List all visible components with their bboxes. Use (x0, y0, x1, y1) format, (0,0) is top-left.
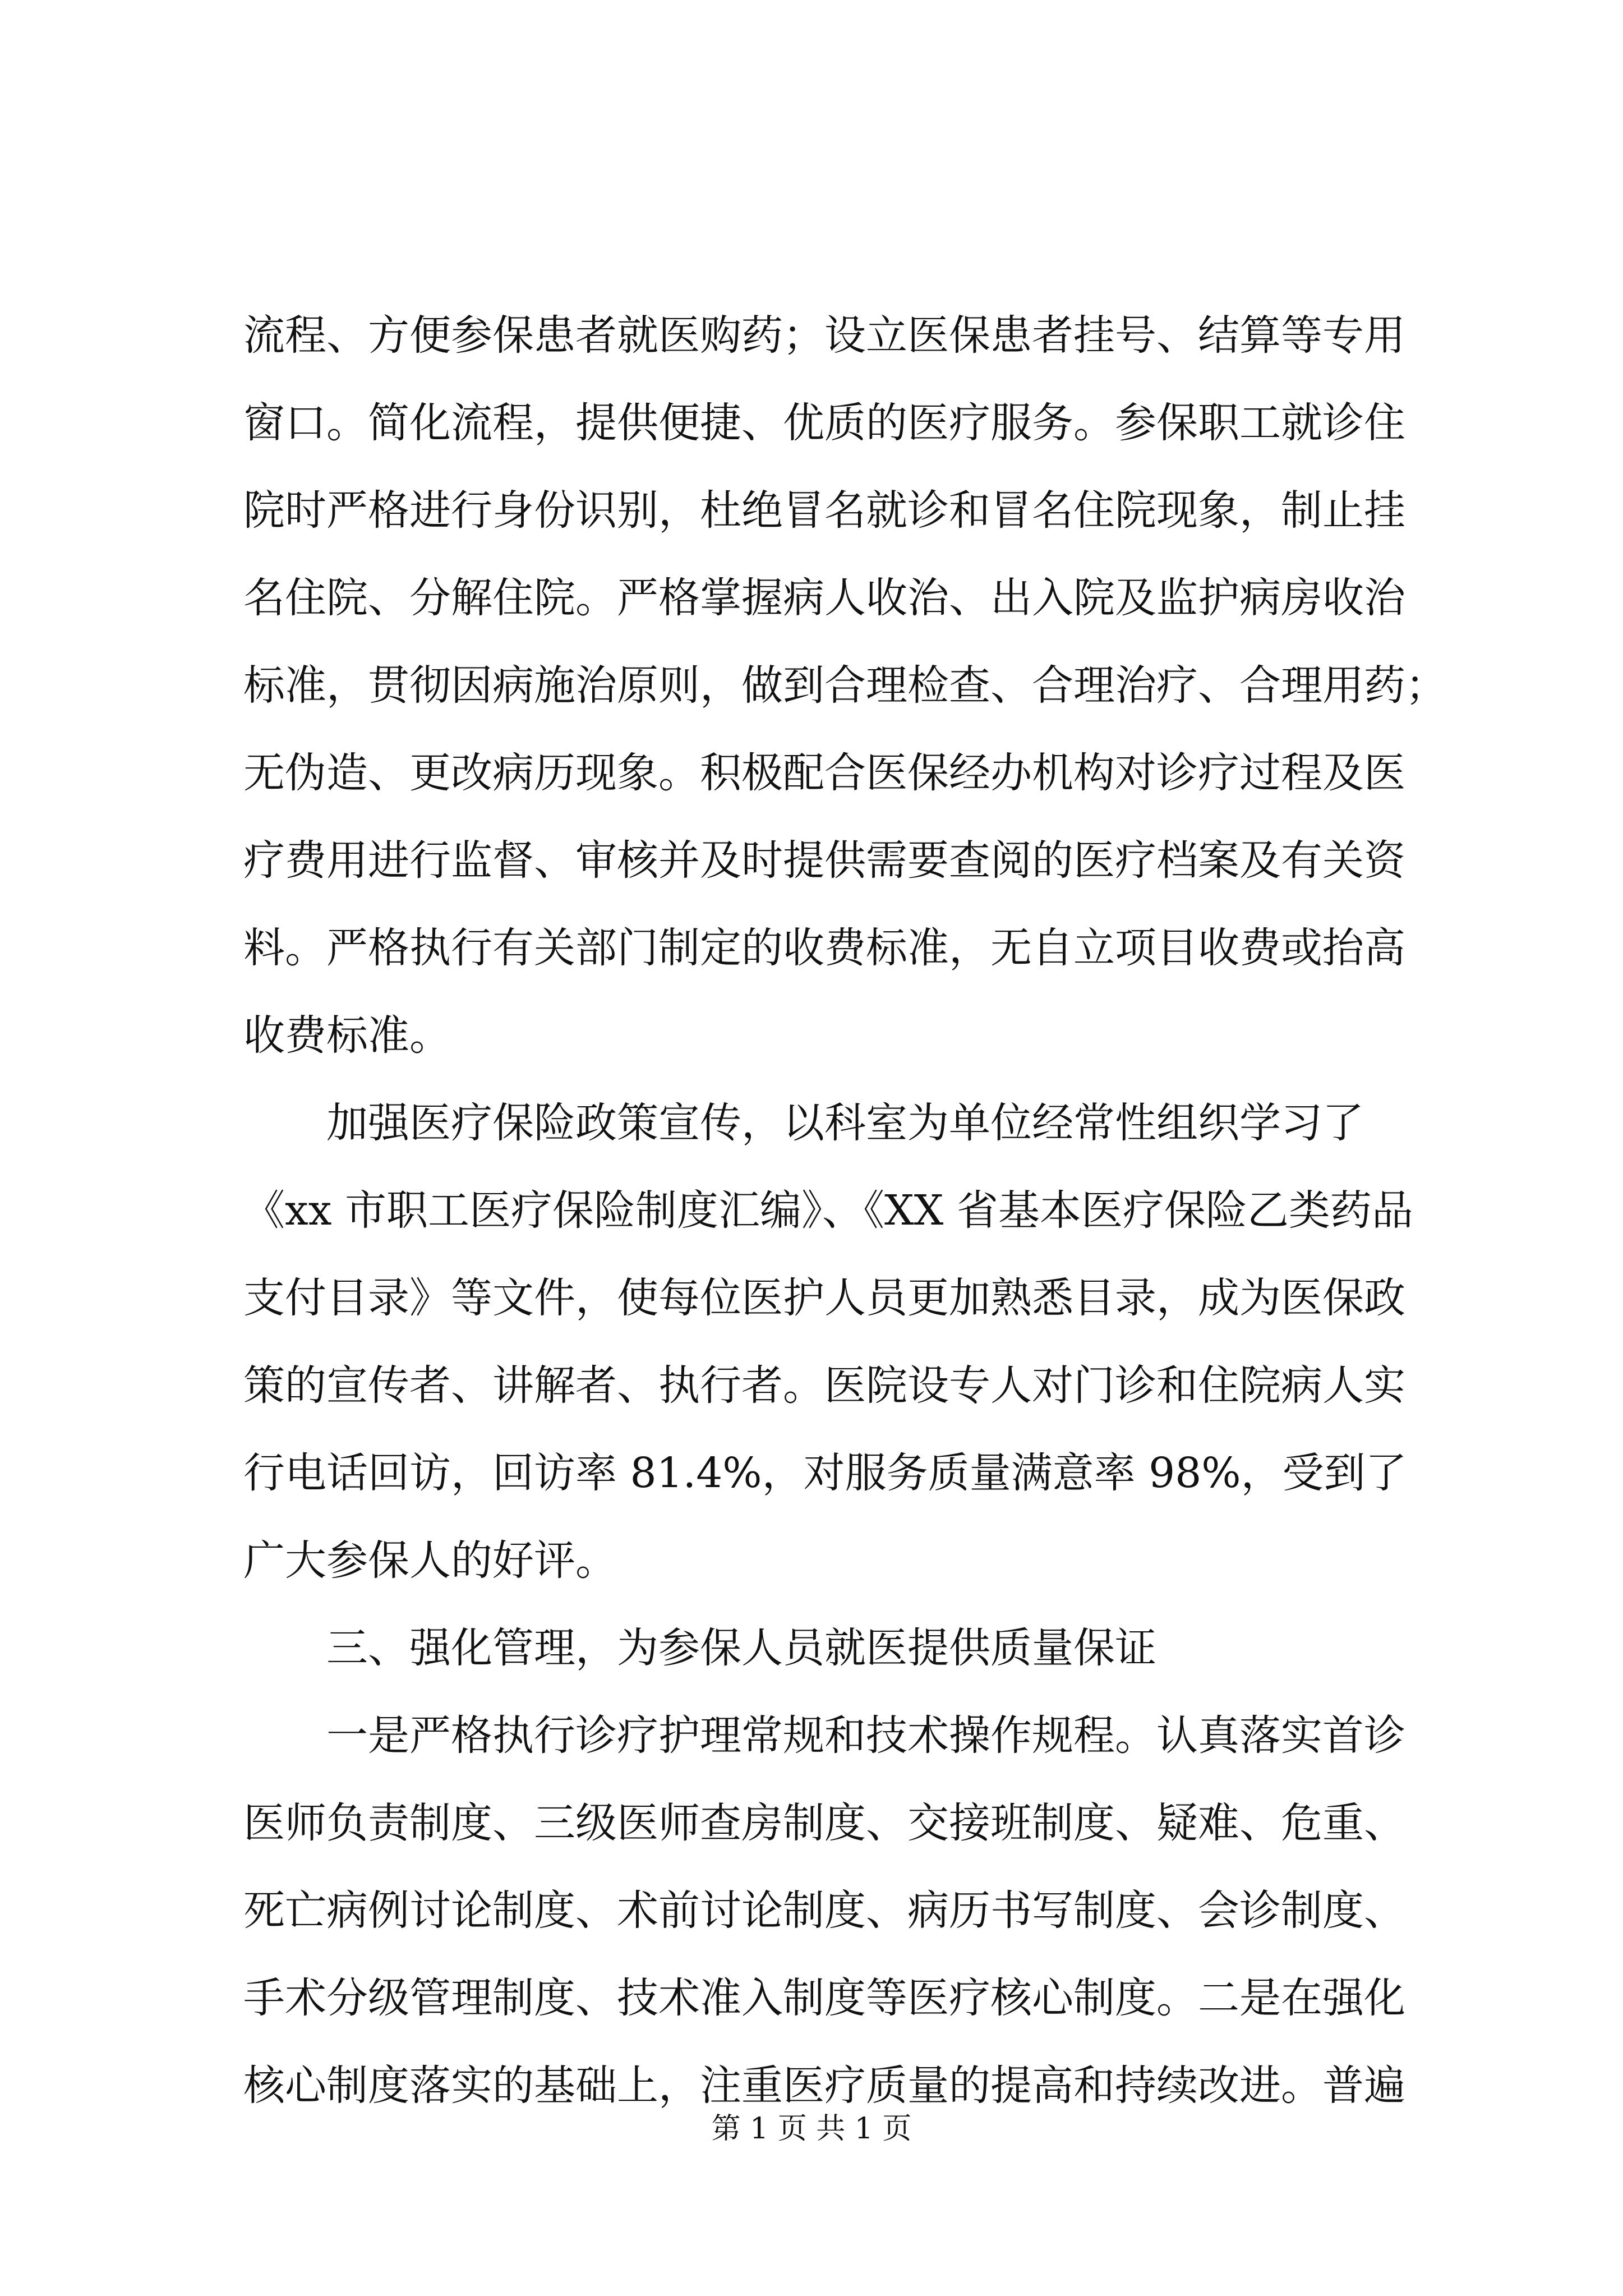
text-line: 医师负责制度、三级医师查房制度、交接班制度、疑难、危重、 (243, 1799, 1405, 1847)
section-heading: 三、强化管理，为参保人员就医提供质量保证 (326, 1624, 1156, 1672)
text-line: 策的宣传者、讲解者、执行者。医院设专人对门诊和住院病人实 (243, 1361, 1405, 1410)
text-line: 流程、方便参保患者就医购药；设立医保患者挂号、结算等专用 (243, 311, 1405, 360)
text-line: 广大参保人的好评。 (243, 1536, 617, 1585)
paragraph-start-line: 一是严格执行诊疗护理常规和技术操作规程。认真落实首诊 (326, 1711, 1405, 1760)
page-footer: 第 1 页 共 1 页 (711, 2112, 912, 2146)
text-line: 《xx 市职工医疗保险制度汇编》、《XX 省基本医疗保险乙类药品 (243, 1186, 1413, 1235)
text-line: 死亡病例讨论制度、术前讨论制度、病历书写制度、会诊制度、 (243, 1887, 1405, 1935)
text-line: 核心制度落实的基础上，注重医疗质量的提高和持续改进。普遍 (243, 2062, 1405, 2110)
text-line: 支付目录》等文件，使每位医护人员更加熟悉目录，成为医保政 (243, 1274, 1405, 1322)
text-line: 院时严格进行身份识别，杜绝冒名就诊和冒名住院现象，制止挂 (243, 486, 1405, 535)
paragraph-start-line: 加强医疗保险政策宣传，以科室为单位经常性组织学习了 (326, 1099, 1364, 1147)
text-line: 手术分级管理制度、技术准入制度等医疗核心制度。二是在强化 (243, 1974, 1405, 2022)
text-line: 名住院、分解住院。严格掌握病人收治、出入院及监护病房收治 (243, 574, 1405, 622)
text-line: 行电话回访，回访率 81.4%，对服务质量满意率 98%，受到了 (243, 1449, 1407, 1497)
text-line: 疗费用进行监督、审核并及时提供需要查阅的医疗档案及有关资 (243, 836, 1405, 885)
text-line: 标准，贯彻因病施治原则，做到合理检查、合理治疗、合理用药； (243, 661, 1447, 710)
body-text (243, 292, 1447, 2129)
text-line: 收费标准。 (243, 1011, 451, 1060)
text-line: 料。严格执行有关部门制定的收费标准，无自立项目收费或抬高 (243, 924, 1405, 972)
text-line: 无伪造、更改病历现象。积极配合医保经办机构对诊疗过程及医 (243, 749, 1405, 797)
text-line: 窗口。简化流程，提供便捷、优质的医疗服务。参保职工就诊住 (243, 399, 1405, 447)
